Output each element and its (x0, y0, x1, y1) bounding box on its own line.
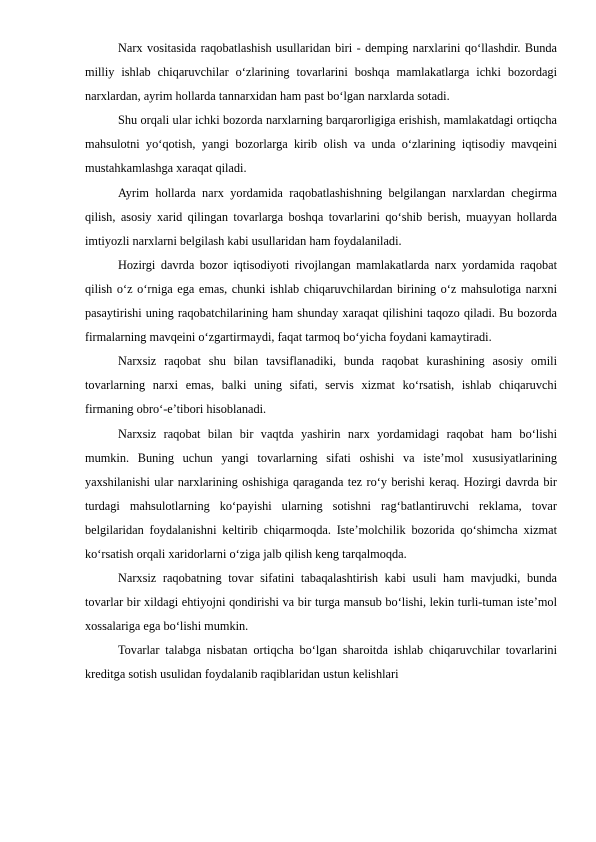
document-page (85, 36, 557, 687)
paragraph-8: Tovarlar talabga nisbatan ortiqcha bo‘lgan sharoitda ishlab chiqaruvchilar tovarlarini kreditga sotish usulidan foydalanib raqiblaridan ustun kelishlari (85, 643, 557, 682)
paragraph-1: Narx vositasida raqobatlashish usullaridan biri - demping narxlarini qo‘llashdir. Bunda milliy ishlab chiqaruvchilar o‘zlarining tovarlarini boshqa mamlakatlarga ichki bozordagi narxlardan, ayrim hollarda tannarxidan ham past bo‘lgan narxlarda sotadi. (85, 41, 557, 104)
paragraph-7: Narxsiz raqobatning tovar sifatini tabaqalashtirish kabi usuli ham mavjudki, bunda tovarlar bir xildagi ehtiyojni qondirishi va bir turga mansub bo‘lishi, lekin turli-tuman iste’mol xossalariga ega bo‘lishi mumkin. (85, 571, 557, 634)
paragraph-4: Hozirgi davrda bozor iqtisodiyoti rivojlangan mamlakatlarda narx yordamida raqobat qilish o‘z o‘rniga ega emas, chunki ishlab chiqaruvchilardan birining o‘z mahsulotiga narxni pasaytirishi uning raqobatchilarining ham shunday xaraqat qilishini taqozo qiladi. Bu bozorda firmalarning mavqeini o‘zgartirmaydi, faqat tarmoq bo‘yicha foydani kamaytiradi. (85, 257, 557, 345)
paragraph-2: Shu orqali ular ichki bozorda narxlarning barqarorligiga erishish, mamlakatdagi ortiqcha mahsulotni yo‘qotish, yangi bozorlarga kirib olish va unda o‘zlarining iqtisodiy mavqeini mustahkamlashga xaraqat qiladi. (85, 113, 557, 176)
paragraph-6: Narxsiz raqobat bilan bir vaqtda yashirin narx yordamidagi raqobat ham bo‘lishi mumkin. Buning uchun yangi tovarlarning sifati oshishi va iste’mol xususiyatlarining yaxshilanishi ular narxlarining oshishiga qaraganda tez ro‘y berishi keraq. Hozirgi davrda bir turdagi mahsulotlarning ko‘payishi ularning sotishni rag‘batlantiruvchi reklama, tovar belgilaridan foydalanishni keltirib chiqarmoqda. Iste’molchilik bozorida qo‘shimcha xizmat ko‘rsatish orqali xaridorlarni o‘ziga jalb qilish keng tarqalmoqda. (85, 426, 557, 561)
paragraph-3: Ayrim hollarda narx yordamida raqobatlashishning belgilangan narxlardan chegirma qilish, asosiy xarid qilingan tovarlarga boshqa tovarlarini qo‘shib berish, muayyan hollarda imtiyozli narxlarni belgilash kabi usullaridan ham foydalaniladi. (85, 185, 557, 248)
paragraph-5: Narxsiz raqobat shu bilan tavsiflanadiki, bunda raqobat kurashining asosiy omili tovarlarning narxi emas, balki uning sifati, servis xizmat ko‘rsatish, ishlab chiqaruvchi firmaning obro‘-e’tibori hisoblanadi. (85, 354, 557, 417)
